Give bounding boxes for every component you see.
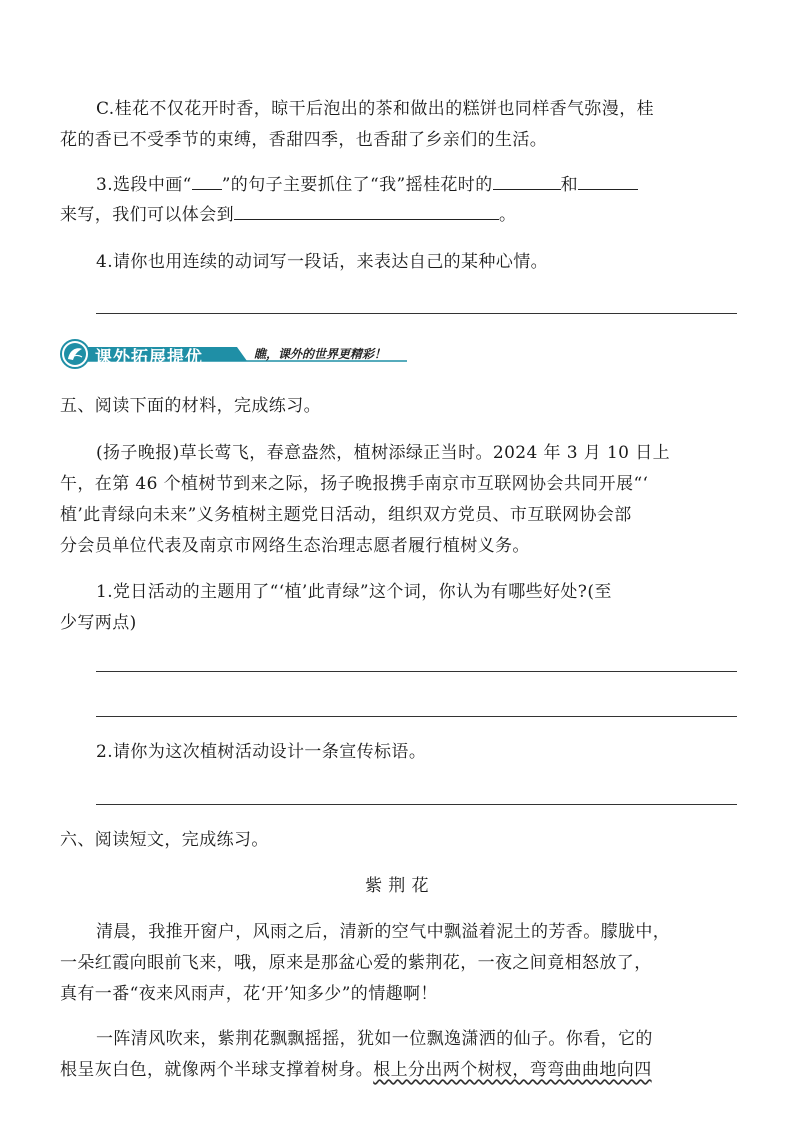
question-3-text-d: 来写，我们可以体会到	[60, 205, 234, 225]
passage-text: 根呈灰白色，就像两个半球支撑着树身。	[60, 1060, 374, 1080]
question-3-text-e: 。	[499, 205, 517, 225]
section-6-heading: 六、阅读短文，完成练习。	[60, 830, 269, 850]
option-c-line2: 花的香已不受季节的束缚，香甜四季，也香甜了乡亲们的生活。	[60, 130, 548, 150]
section-banner	[57, 337, 409, 371]
passage-line: 清晨，我推开窗户，风雨之后，清新的空气中飘溢着泥土的芳香。朦胧中，	[96, 922, 671, 942]
banner-title: 课外拓展提优	[95, 348, 203, 368]
passage-line: (扬子晚报)草长莺飞，春意盎然，植树添绿正当时。2024 年 3 月 10 日上	[96, 443, 670, 463]
question-5-2: 2.请你为这次植树活动设计一条宣传标语。	[96, 742, 427, 762]
passage-line: 午，在第 46 个植树节到来之际，扬子晚报携手南京市互联网协会共同开展“‘	[60, 474, 649, 494]
passage-line: 真有一番“夜来风雨声，花‘开’知多少”的情趣啊！	[60, 984, 438, 1004]
answer-blank[interactable]	[578, 175, 638, 190]
answer-blank[interactable]	[234, 205, 499, 220]
answer-line[interactable]	[96, 804, 737, 805]
answer-blank[interactable]	[192, 175, 222, 190]
passage-title: 紫 荆 花	[365, 876, 429, 896]
answer-blank[interactable]	[493, 175, 561, 190]
question-3-text-a: 3.选段中画“	[96, 175, 192, 195]
question-3-text-b: ”的句子主要抓住了“我”摇桂花时的	[221, 175, 493, 195]
question-3-line2	[60, 205, 516, 225]
passage-line: 分会员单位代表及南京市网络生态治理志愿者履行植树义务。	[60, 536, 530, 556]
option-c-line1: C.桂花不仅花开时香，晾干后泡出的茶和做出的糕饼也同样香气弥漫，桂	[96, 99, 655, 119]
passage-line: 一阵清风吹来，紫荆花飘飘摇摇，犹如一位飘逸潇洒的仙子。你看，它的	[96, 1029, 653, 1049]
question-4: 4.请你也用连续的动词写一段话，来表达自己的某种心情。	[96, 252, 549, 272]
wavy-underlined-text: 根上分出两个树杈，弯弯曲曲地向四	[373, 1060, 652, 1080]
question-3-line1	[96, 175, 638, 195]
question-3-text-c: 和	[560, 175, 578, 195]
answer-line[interactable]	[96, 716, 737, 717]
passage-line: 植’此青绿向未来”义务植树主题党日活动，组织双方党员、市互联网协会部	[60, 505, 632, 525]
question-5-1-line1: 1.党日活动的主题用了“‘植’此青绿”这个词，你认为有哪些好处?(至	[96, 582, 612, 602]
banner-slogan: 瞧，课外的世界更精彩！	[254, 347, 387, 361]
question-5-1-line2: 少写两点)	[60, 613, 137, 633]
passage-line	[60, 1060, 652, 1080]
answer-line[interactable]	[96, 671, 737, 672]
passage-line: 一朵红霞向眼前飞来，哦，原来是那盆心爱的紫荆花，一夜之间竟相怒放了，	[60, 953, 652, 973]
answer-line[interactable]	[96, 313, 737, 314]
section-5-heading: 五、阅读下面的材料，完成练习。	[60, 396, 321, 416]
